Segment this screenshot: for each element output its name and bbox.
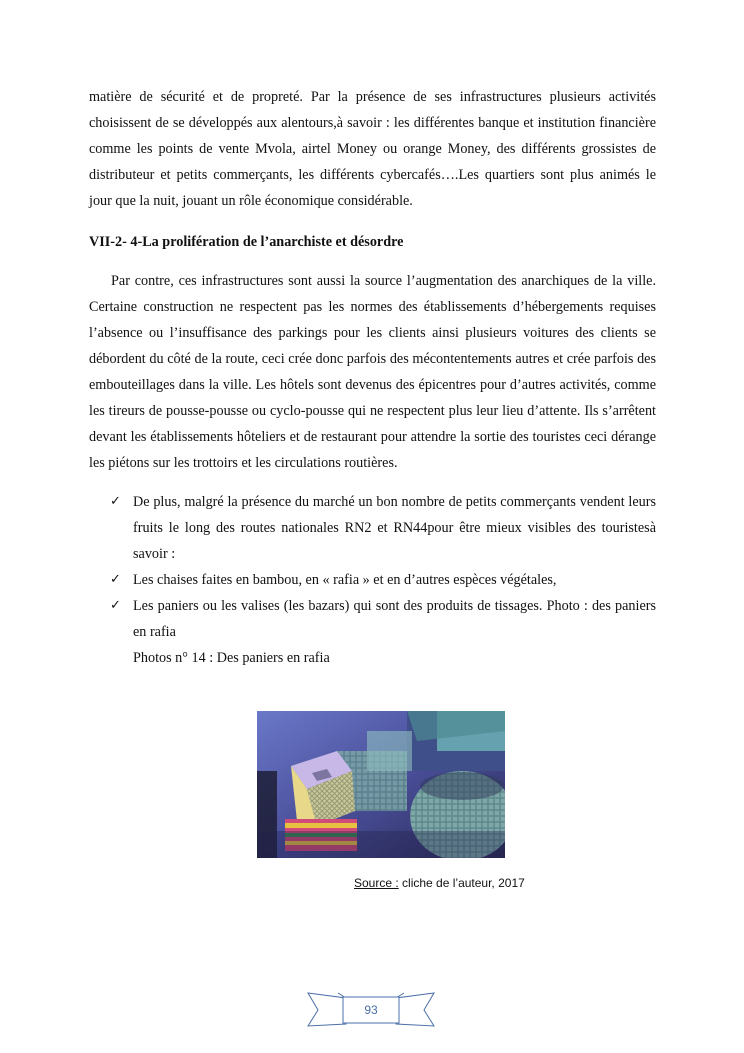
photo-caption: Photos n° 14 : Des paniers en rafia — [133, 650, 330, 666]
document-body — [89, 84, 656, 671]
list-item — [89, 567, 656, 593]
paragraph-anarchy: Par contre, ces infrastructures sont aussi la source l’augmentation des anarchiques de la ville. Certaine construction ne respectent pas les normes des établissements d’hébergements requises l’absence ou l’insuffisance des parkings pour les clients ainsi plusieurs voitures des clients se débordent du côté de la route, ceci crée donc parfois des mécontentements autres et crée parfois des embouteillages dans la ville. Les hôtels sont devenus des épicentres pour d’autres activités, comme les tireurs de pousse-pousse ou cyclo-pousse qui ne respectent plus leur lieu d’attente. Ils s’arrêtent devant les établissements hôteliers et de restaurant pour attendre la sortie des touristes ceci dérange les piétons sur les trottoirs et les circulations routières. — [89, 273, 656, 471]
source-text: cliche de l’auteur, 2017 — [398, 876, 525, 890]
page-number-ribbon — [306, 990, 436, 1030]
basket-photo-image — [257, 711, 505, 858]
source-label: Source : — [354, 876, 399, 890]
basket-photo — [257, 711, 505, 858]
list-item-text: Les paniers ou les valises (les bazars) qui sont des produits de tissages. Photo : des paniers en rafia — [133, 598, 656, 640]
list-item-text: Les chaises faites en bambou, en « rafia » et en d’autres espèces végétales, — [133, 572, 557, 588]
section-heading: VII-2- 4-La prolifération de l’anarchiste et désordre — [89, 234, 404, 250]
checkmark-icon: ✓ — [110, 598, 121, 613]
page-number: 93 — [364, 1003, 378, 1017]
list-item — [89, 489, 656, 567]
checkmark-icon: ✓ — [110, 572, 121, 587]
paragraph-security: matière de sécurité et de propreté. Par la présence de ses infrastructures plusieurs activités choisissent de se développés aux alentours,à savoir : les différentes banque et institution financière comme les points de vente Mvola, airtel Money ou orange Money, des différents grossistes de distributeur et petits commerçants, les différents cybercafés….Les quartiers sont plus animés le jour que la nuit, jouant un rôle économique considérable. — [89, 89, 656, 209]
checklist — [89, 489, 656, 645]
photo-source — [354, 876, 525, 890]
checkmark-icon: ✓ — [110, 494, 121, 509]
list-item-text: De plus, malgré la présence du marché un bon nombre de petits commerçants vendent leurs fruits le long des routes nationales RN2 et RN44pour être mieux visibles des touristesà savoir : — [133, 494, 656, 562]
list-item — [89, 593, 656, 645]
